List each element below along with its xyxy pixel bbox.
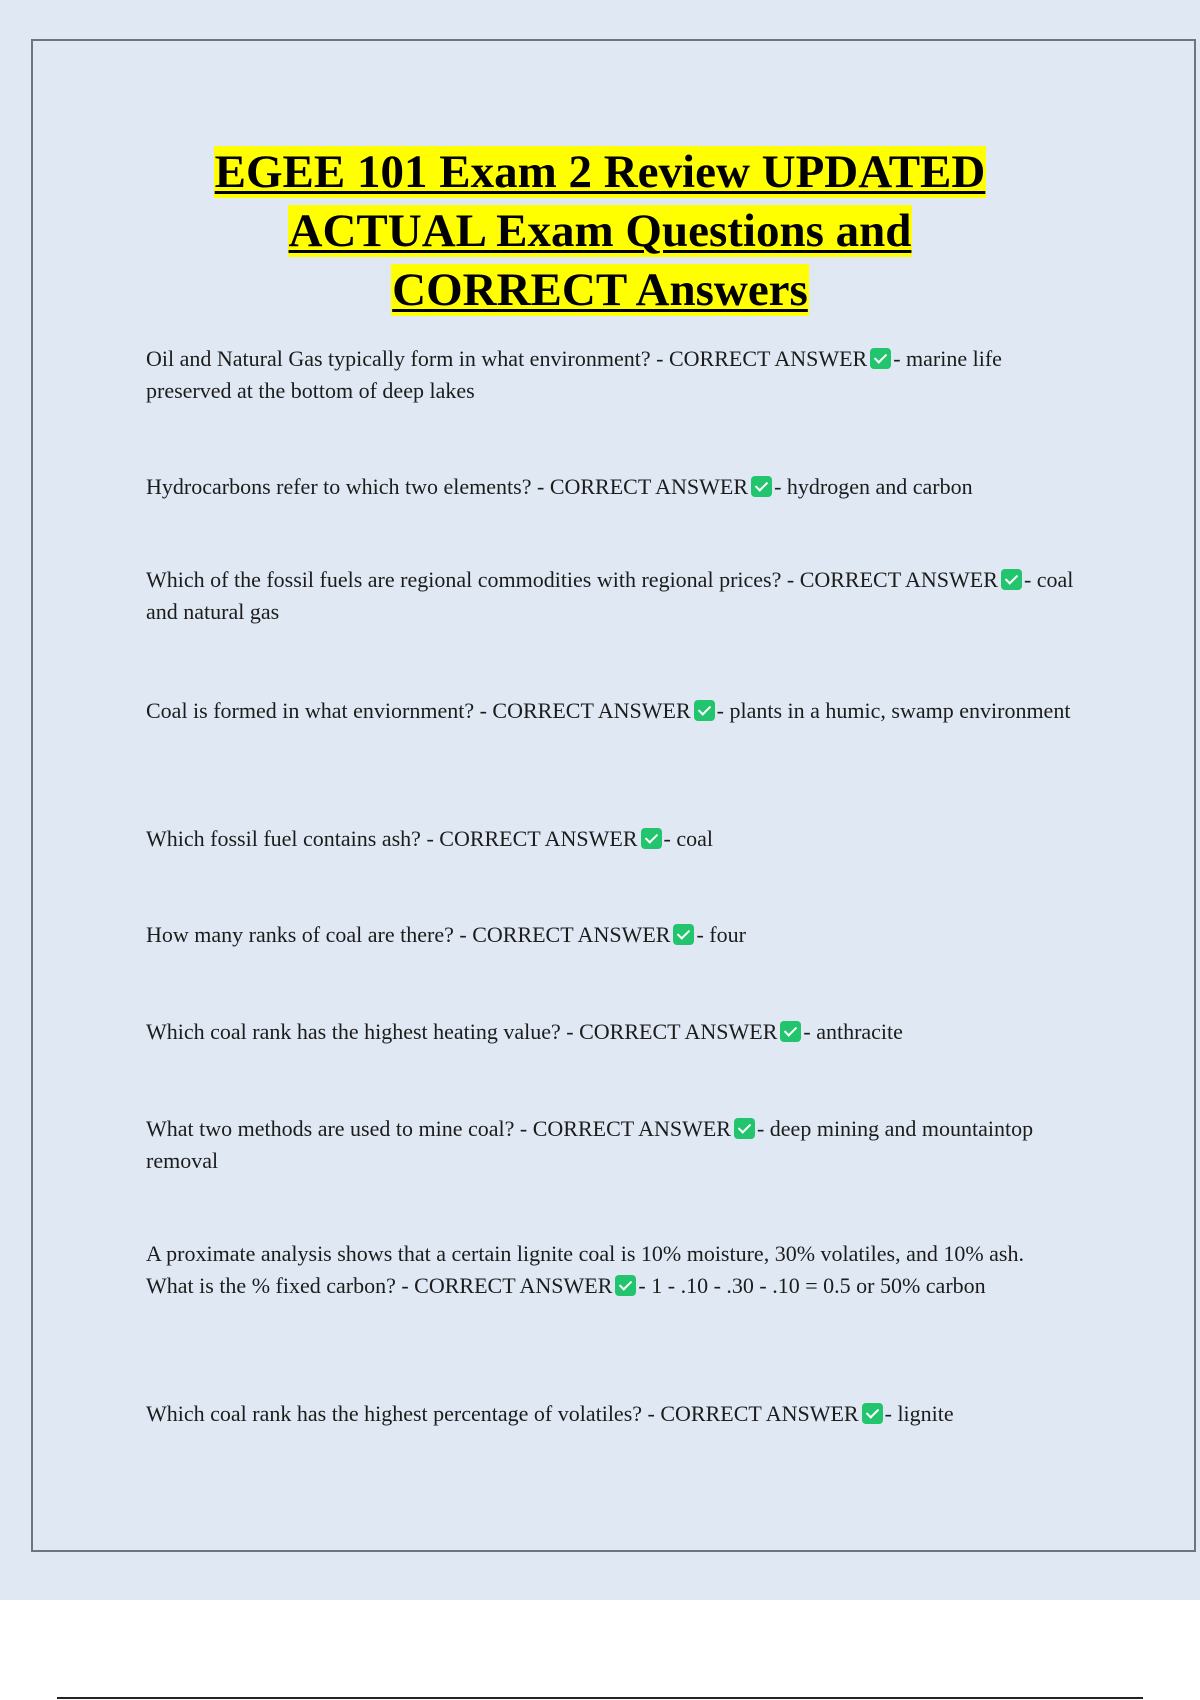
qa-item-3	[146, 564, 1076, 628]
check-icon	[734, 1118, 755, 1139]
qa-item-7	[146, 1016, 1076, 1048]
answer-separator: -	[884, 1401, 898, 1426]
question-text: A proximate analysis shows that a certain lignite coal is 10% moisture, 30% volatiles, and 10% ash. What is the % fixed carbon?	[146, 1241, 1024, 1298]
question-text: Which fossil fuel contains ash?	[146, 826, 421, 851]
question-text: Oil and Natural Gas typically form in what environment?	[146, 346, 651, 371]
correct-answer-label: CORRECT ANSWER	[799, 567, 998, 592]
answer-text: plants in a humic, swamp environment	[729, 698, 1071, 723]
separator: -	[781, 567, 800, 592]
check-icon	[870, 348, 891, 369]
separator: -	[642, 1401, 661, 1426]
correct-answer-label: CORRECT ANSWER	[414, 1273, 613, 1298]
check-icon	[780, 1021, 801, 1042]
separator: -	[420, 826, 440, 851]
question-text: How many ranks of coal are there?	[146, 922, 454, 947]
answer-text: lignite	[897, 1401, 954, 1426]
correct-answer-label: CORRECT ANSWER	[472, 922, 671, 947]
title-line-2: ACTUAL Exam Questions and	[288, 205, 912, 257]
title-line-3: CORRECT Answers	[392, 264, 808, 316]
check-icon	[673, 924, 694, 945]
qa-item-4	[146, 695, 1076, 727]
bottom-rule	[57, 1697, 1143, 1699]
correct-answer-label: CORRECT ANSWER	[532, 1116, 731, 1141]
separator: -	[514, 1116, 533, 1141]
separator: -	[474, 698, 493, 723]
check-icon	[1001, 569, 1022, 590]
answer-text: four	[709, 922, 746, 947]
question-text: What two methods are used to mine coal?	[146, 1116, 515, 1141]
correct-answer-label: CORRECT ANSWER	[660, 1401, 859, 1426]
question-text: Which coal rank has the highest percentage of volatiles?	[146, 1401, 643, 1426]
answer-text: coal and natural gas	[146, 567, 1074, 624]
question-text: Which coal rank has the highest heating value?	[146, 1019, 561, 1044]
answer-text: coal	[676, 826, 713, 851]
answer-separator: -	[774, 474, 787, 499]
separator: -	[395, 1273, 415, 1298]
answer-text: hydrogen and carbon	[786, 474, 973, 499]
check-icon	[751, 476, 772, 497]
document-title	[0, 143, 1200, 320]
qa-item-1	[146, 343, 1076, 407]
separator: -	[560, 1019, 580, 1044]
answer-separator: -	[1023, 567, 1037, 592]
qa-item-2	[146, 471, 1076, 503]
answer-separator: -	[716, 698, 730, 723]
answer-text: deep mining and mountaintop removal	[146, 1116, 1034, 1173]
qa-item-6	[146, 919, 1076, 951]
answer-text: anthracite	[816, 1019, 903, 1044]
correct-answer-label: CORRECT ANSWER	[579, 1019, 778, 1044]
answer-separator: -	[893, 346, 907, 371]
answer-text: 1 - .10 - .30 - .10 = 0.5 or 50% carbon	[651, 1273, 986, 1298]
correct-answer-label: CORRECT ANSWER	[492, 698, 691, 723]
answer-separator: -	[696, 922, 710, 947]
answer-separator: -	[756, 1116, 770, 1141]
correct-answer-label: CORRECT ANSWER	[668, 346, 868, 371]
answer-separator: -	[803, 1019, 817, 1044]
title-line-1: EGEE 101 Exam 2 Review UPDATED	[214, 146, 986, 198]
qa-item-8	[146, 1113, 1076, 1177]
correct-answer-label: CORRECT ANSWER	[439, 826, 638, 851]
qa-item-5	[146, 823, 1076, 855]
separator: -	[650, 346, 669, 371]
answer-text: marine life preserved at the bottom of deep lakes	[146, 346, 1002, 403]
separator: -	[531, 474, 550, 499]
answer-separator: -	[663, 826, 677, 851]
question-text: Hydrocarbons refer to which two elements?	[146, 474, 532, 499]
check-icon	[615, 1275, 636, 1296]
check-icon	[641, 828, 662, 849]
question-text: Coal is formed in what enviornment?	[146, 698, 475, 723]
answer-separator: -	[638, 1273, 652, 1298]
qa-item-9	[146, 1238, 1076, 1302]
qa-item-10	[146, 1398, 1076, 1430]
separator: -	[453, 922, 473, 947]
question-text: Which of the fossil fuels are regional commodities with regional prices?	[146, 567, 782, 592]
check-icon	[862, 1403, 883, 1424]
check-icon	[694, 700, 715, 721]
correct-answer-label: CORRECT ANSWER	[549, 474, 749, 499]
